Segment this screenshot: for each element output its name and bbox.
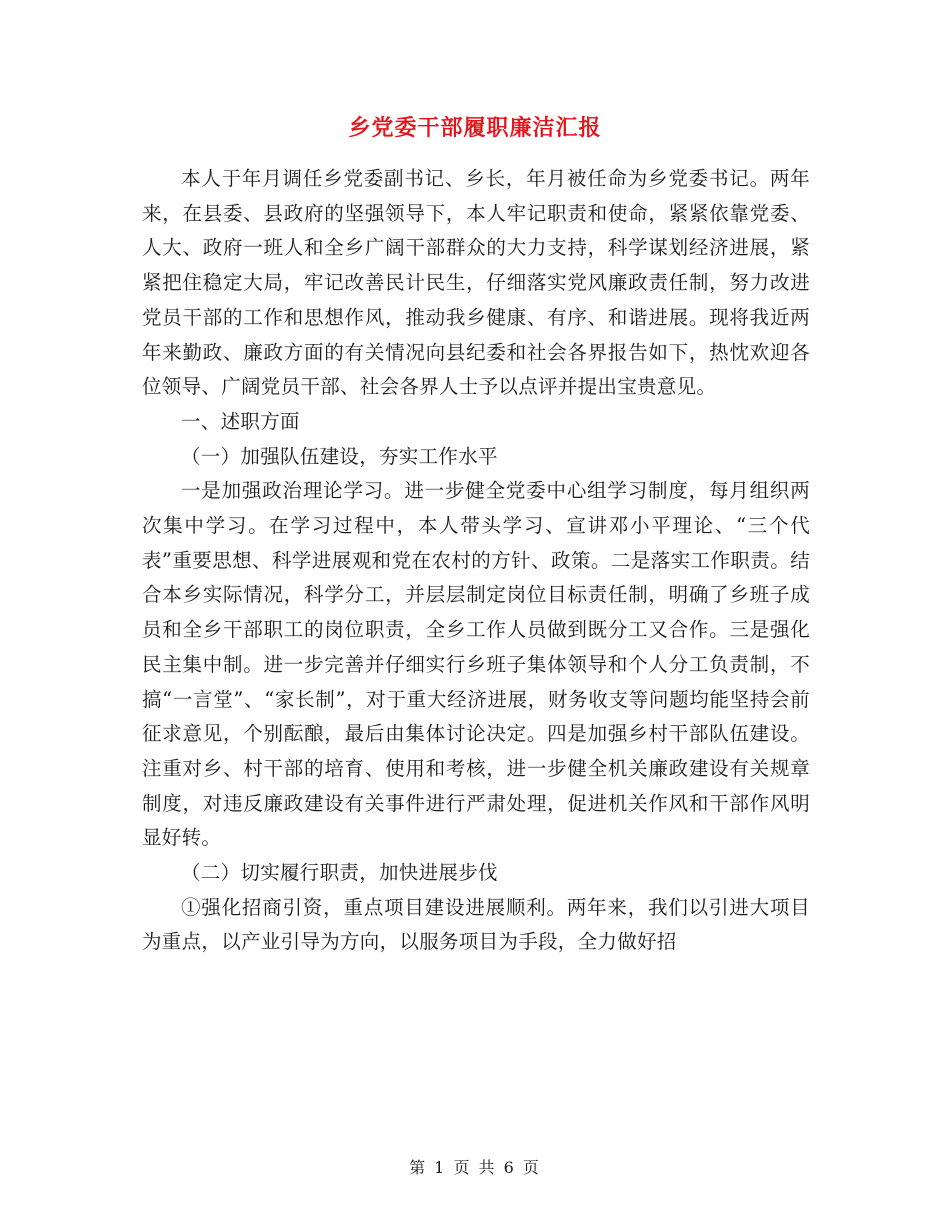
paragraph-intro: 本人于年月调任乡党委副书记、乡长，年月被任命为乡党委书记。两年来，在县委、县政府的坚强领导下，本人牢记职责和使命，紧紧依靠党委、人大、政府一班人和全乡广阔干部群众的大力支持，科学谋划经济进展，紧紧把住稳定大局，牢记改善民计民生，仔细落实党风廉政责任制，努力改进党员干部的工作和思想作风，推动我乡健康、有序、和谐进展。现将我近两年来勤政、廉政方面的有关情况向县纪委和社会各界报告如下，热忱欢迎各位领导、广阔党员干部、社会各界人士予以点评并提出宝贵意见。 [142,167,810,399]
document-title: 乡党委干部履职廉洁汇报 [348,116,602,141]
section-heading-1: 一、述职方面 [181,409,300,433]
paragraph-investment: ①强化招商引资，重点项目建设进展顺利。两年来，我们以引进大项目为重点，以产业引导为方向，以服务项目为手段，全力做好招 [142,895,810,954]
page-number-footer: 第 1 页 共 6 页 [409,1158,541,1177]
paragraph-team-building: 一是加强政治理论学习。进一步健全党委中心组学习制度，每月组织两次集中学习。在学习过程中，本人带头学习、宣讲邓小平理论、“三个代表”重要思想、科学进展观和党在农村的方针、政策。二是落实工作职责。结合本乡实际情况，科学分工，并层层制定岗位目标责任制，明确了乡班子成员和全乡干部职工的岗位职责，全乡工作人员做到既分工又合作。三是强化民主集中制。进一步完善并仔细实行乡班子集体领导和个人分工负责制，不搞“一言堂”、“家长制”，对于重大经济进展，财务收支等问题均能坚持会前征求意见，个别酝酿，最后由集体讨论决定。四是加强乡村干部队伍建设。注重对乡、村干部的培育、使用和考核，进一步健全机关廉政建设有关规章制度，对违反廉政建设有关事件进行严肃处理，促进机关作风和干部作风明显好转。 [142,479,810,850]
document-body [142,162,810,960]
subsection-heading-2: （二）切实履行职责，加快进展步伐 [181,861,498,885]
subsection-heading-1: （一）加强队伍建设，夯实工作水平 [181,444,498,468]
